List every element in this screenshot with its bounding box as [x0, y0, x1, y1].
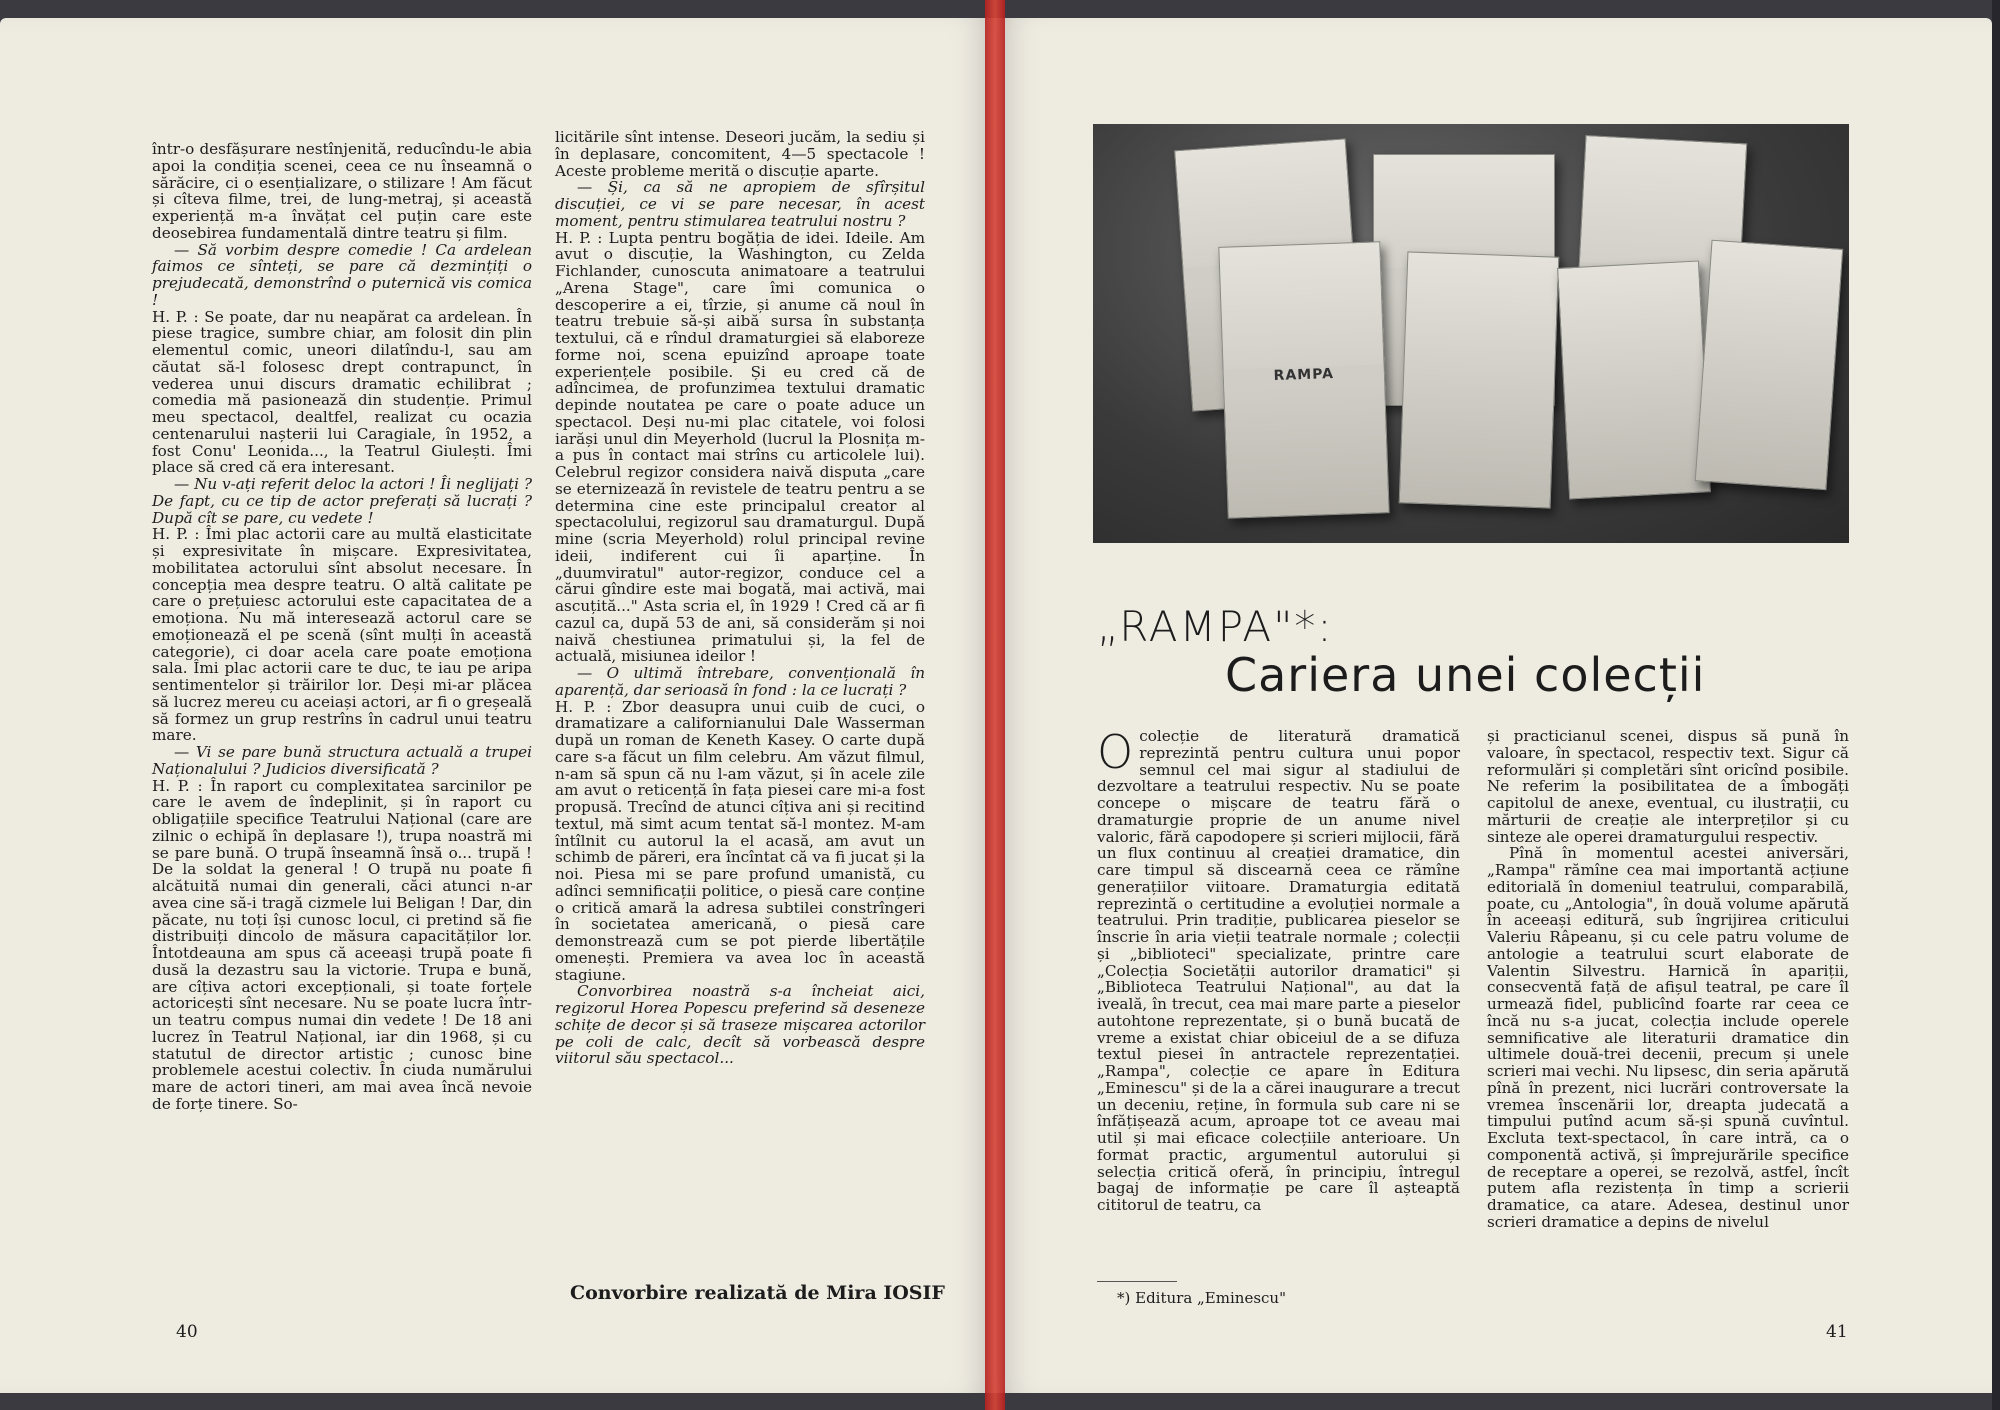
- paragraph: H. P. : În raport cu complexitatea sarcinilor pe care le avem de îndeplinit, și în raport cu obligațiile specifice Teatrului Național (care are zilnic o echipă în deplasare !), trupa noastră mi se pare bună. O trupă înseamnă însă o... trupă ! De la soldat la general ! O trupă nu poate fi alcătuită numai din generali, căci atunci n-ar avea cine să-i tragă cizmele lui Beligan ! Dar, din păcate, nu toți își cunosc locul, ci pretind să fie distribuiți dincolo de măsura capacităților lor. Întotdeauna am spus că aceeași trupă poate fi dusă la dezastru sau la victorie. Trupa e bună, are cîțiva actori excepționali, și toate forțele actoricești sînt necesare. Nu se poate lucra într-un teatru compus numai din vedete ! De 18 ani lucrez în Teatrul Național, iar din 1968, și cu statutul de director artistic ; cunosc bine problemele acestui colectiv. În ciuda numărului mare de actori tineri, am mai avea încă nevoie de forțe tinere. So-: [152, 776, 532, 1113]
- page-gutter: [985, 0, 1005, 1410]
- paragraph: și practicianul scenei, dispus să pună în valoare, în spectacol, respectiv text. Sigur că reformulări și completări sînt oricînd posibile. Ne referim la posibilitatea de a îmbogăți capitolul de anexe, eventual, cu ilustrații, cu mărturii de creație ale interpreților și cu sinteze ale operei dramaturgului respectiv.: [1487, 727, 1849, 846]
- paragraph: Pînă în momentul acestei aniversări, „Rampa" rămîne cea mai importantă acțiune editorială în domeniul teatrului, comparabilă, poate, cu „Antologia", în două volume apărută în aceeași editură, sub îngrijirea criticului Valeriu Râpeanu, și cu cele patru volume de antologie a teatrului scurt elaborate de Valentin Silvestru. Harnică în apariții, consecventă față de afișul teatral, pe care îl urmează fidel, publicînd foarte rar ceea ce încă nu s-a jucat, colecția include operele semnificative ale literaturii dramatice din ultimele două-trei decenii, precum și unele scrieri mai vechi. Nu lipsesc, din seria apărută pînă în prezent, nici lucrări controversate la vremea înscenării lor, dreapta judecată a timpului putînd acum să-și spună cuvîntul. Excluta text-spectacol, în care intră, ca o componentă activă, și împrejurările specifice de receptare a operei, se rezolvă, astfel, încît putem afla rezistența în timp a scrierii dramatice, ca atare. Adesea, destinul unor scrieri dramatice a depins de nivelul: [1487, 844, 1849, 1231]
- paragraph: H. P. : Lupta pentru bogăția de idei. Ideile. Am avut o discuție, la Washington, cu Zelda Fichlander, cunoscuta animatoare a teatrului „Arena Stage", care îmi comunica o descoperire a ei, tîrzie, și anume că noul în teatru trebuie să-și aibă sursa în substanța textului, că e rîndul dramaturgiei să elaboreze forme noi, scena epuizînd aproape toate experiențele posibile. Și eu cred că de adîncimea, de profunzimea textului dramatic depinde noutatea pe care o poate aduce un spectacol. Deși nu-mi plac citatele, voi folosi iarăși unul din Meyerhold (lucrul la Plosnița m-a pus în contact mai strîns cu articolele lui). Celebrul regizor considera naivă disputa „care se eternizează în revistele de teatru pentru a se determina cine este principalul creator al spectacolului, regizorul sau dramaturgul. După mine (scria Meyerhold) rolul principal revine ideii, indiferent cui îi aparține. În „duumviratul" autor-regizor, conduce cel a cărui gîndire este mai bogată, mai activă, mai ascuțită..." Asta scria el, în 1929 ! Cred că ar fi cazul ca, după 53 de ani, să considerăm și noi naivă chestiunea primatului și, la fel de actuală, misiunea ideilor !: [555, 228, 925, 666]
- paragraph: — Nu v-ați referit deloc la actori ! Îi neglijați ? De fapt, cu ce tip de actor preferați să lucrați ? După cît se pare, cu vedete !: [152, 475, 532, 527]
- book-cover-edge: [1992, 0, 2000, 1410]
- paragraph: licitările sînt intense. Deseori jucăm, la sediu și în deplasare, concomitent, 4—5 spectacole ! Aceste probleme merită o discuție aparte.: [555, 128, 925, 180]
- footnote-rule: [1097, 1281, 1177, 1282]
- article-title-line-1: „RAMPA"*:: [1097, 602, 1334, 651]
- magazine-cover: [1399, 251, 1560, 508]
- paragraph: într-o desfășurare nestînjenită, reducîndu-le abia apoi la condiția scenei, ceea ce nu înseamnă o sărăcire, ci o esențializare, o stilizare ! Am făcut și cîteva filme, trei, de lung-metraj, și această experiență m-a învățat cel puțin care este deosebirea fundamentală dintre teatru și film.: [152, 140, 532, 242]
- paragraph: — Și, ca să ne apropiem de sfîrșitul discuției, ce vi se pare necesar, în acest moment, pentru stimularea teatrului nostru ?: [555, 178, 925, 230]
- magazine-cover: RAMPA: [1218, 241, 1389, 518]
- left-page: [0, 18, 995, 1393]
- paragraph: colecție de literatură dramatică reprezintă pentru cultura unui popor semnul cel mai sigur al stadiului de dezvoltare a teatrului respectiv. Nu se poate concepe o mișcare de teatru fără o dramaturgie proprie de un anume nivel valoric, fără capodopere și scrieri mijlocii, fără un flux continuu al creației dramatice, din care timpul să discearnă ceea ce rămîne generațiilor viitoare. Dramaturgia editată reprezintă o certitudine a evoluției normale a teatrului. Prin tradiție, publicarea pieselor se înscrie în aria vieții teatrale normale ; colecții și „biblioteci" specializate, printre care „Colecția Societății autorilor dramatici" și „Biblioteca Teatrului Național", au dat la iveală, în trecut, cea mai mare parte a pieselor autohtone reprezentate, și o bună bucată de vreme a existat chiar obiceiul de a se difuza textul piesei în antractele reprezentației. „Rampa", colecție ce apare în Editura „Eminescu" și de la a cărei inaugurare a trecut un deceniu, reține, în formula sub care ni se înfățișează acum, aproape tot ce aveau mai util și mai eficace colecțiile anterioare. Un format practic, argumentul autorului și selecția critică oferă, în principiu, întregul bagaj de informație pe care îl așteaptă cititorul de teatru, ca: [1097, 727, 1461, 1214]
- paragraph: H. P. : Îmi plac actorii care au multă elasticitate și expresivitate în mișcare. Expresivitatea, mobilitatea actorului sînt absolut necesare. În concepția mea despre teatru. O altă calitate pe care o prețuiesc actorului este capacitatea de a emoționa. Nu mă interesează actorul care se emoționează el pe scenă (sînt mulți în această categorie), ci doar acela care poate emoționa sala. Îmi plac actorii care te duc, te iau pe aripa sentimentelor și trăirilor lor. Deși mi-ar plăcea să lucrez mereu cu aceiași actori, ar fi o greșeală să formez un grup restrîns în cadrul unui teatru mare.: [152, 525, 532, 745]
- paragraph: Convorbirea noastră s-a încheiat aici, regizorul Horea Popescu preferind să deseneze schițe de decor și să traseze mișcarea actorilor pe coli de calc, decît să vorbească despre viitorul său spectacol...: [555, 982, 925, 1068]
- magazine-photo: [1093, 124, 1849, 543]
- page-number-left: 40: [176, 1322, 198, 1342]
- paragraph: — Vi se pare bună structura actuală a trupei Naționalului ? Judicios diversificată ?: [152, 743, 532, 778]
- right-column-1: [1097, 725, 1461, 1214]
- left-column-1: [152, 141, 532, 1113]
- article-signature: Convorbire realizată de Mira IOSIF: [570, 1282, 945, 1304]
- page-number-right: 41: [1826, 1322, 1848, 1342]
- paragraph: H. P. : Se poate, dar nu neapărat ca ardelean. În piese tragice, sumbre chiar, am folosit din plin elementul comic, uneori dilatîndu-l, sau am căutat să-l folosesc drept contrapunct, în vederea unui discurs dramatic echilibrat ; comedia mă pasionează din studenție. Primul meu spectacol, dealtfel, realizat cu ocazia centenarului nașterii lui Caragiale, în 1952, a fost Conu' Leonida..., la Teatrul Giulești. Îmi place să cred că era interesant.: [152, 307, 532, 477]
- drop-cap: O: [1097, 725, 1134, 779]
- paragraph: H. P. : Zbor deasupra unui cuib de cuci, o dramatizare a californianului Dale Wasserman după un roman de Keneth Kasey. O carte după care s-a făcut un film celebru. Am văzut filmul, n-am să spun că nu l-am văzut, și în acele zile am avut o reticență în fața piesei care mi-a fost propusă. Trecînd de atunci cîțiva ani și recitind textul, mă simt acum tentat să-l montez. M-am întîlnit cu autorul la el acasă, am avut un schimb de păreri, era încîntat că va fi jucat și la noi. Piesa mi se pare profund umanistă, cu adînci semnificații politice, o piesă care conține o critică amară la adresa subtilei constrîngeri în societatea americană, o piesă care demonstrează cum se pot pierde libertățile omenești. Premiera va avea loc în această stagiune.: [555, 697, 925, 984]
- magazine-cover: [1695, 240, 1844, 491]
- left-column-2: [555, 129, 925, 1067]
- right-column-2: [1487, 728, 1849, 1231]
- paragraph: — O ultimă întrebare, convențională în aparență, dar serioasă în fond : la ce lucrați ?: [555, 664, 925, 699]
- footnote: *) Editura „Eminescu": [1117, 1289, 1286, 1307]
- article-title-line-2: Cariera unei colecții: [1225, 648, 1706, 702]
- magazine-cover: [1557, 260, 1711, 499]
- paragraph: — Să vorbim despre comedie ! Ca ardelean faimos ce sînteți, se pare că dezmințiți o prejudecată, demonstrînd o puternică vis comica !: [152, 240, 532, 309]
